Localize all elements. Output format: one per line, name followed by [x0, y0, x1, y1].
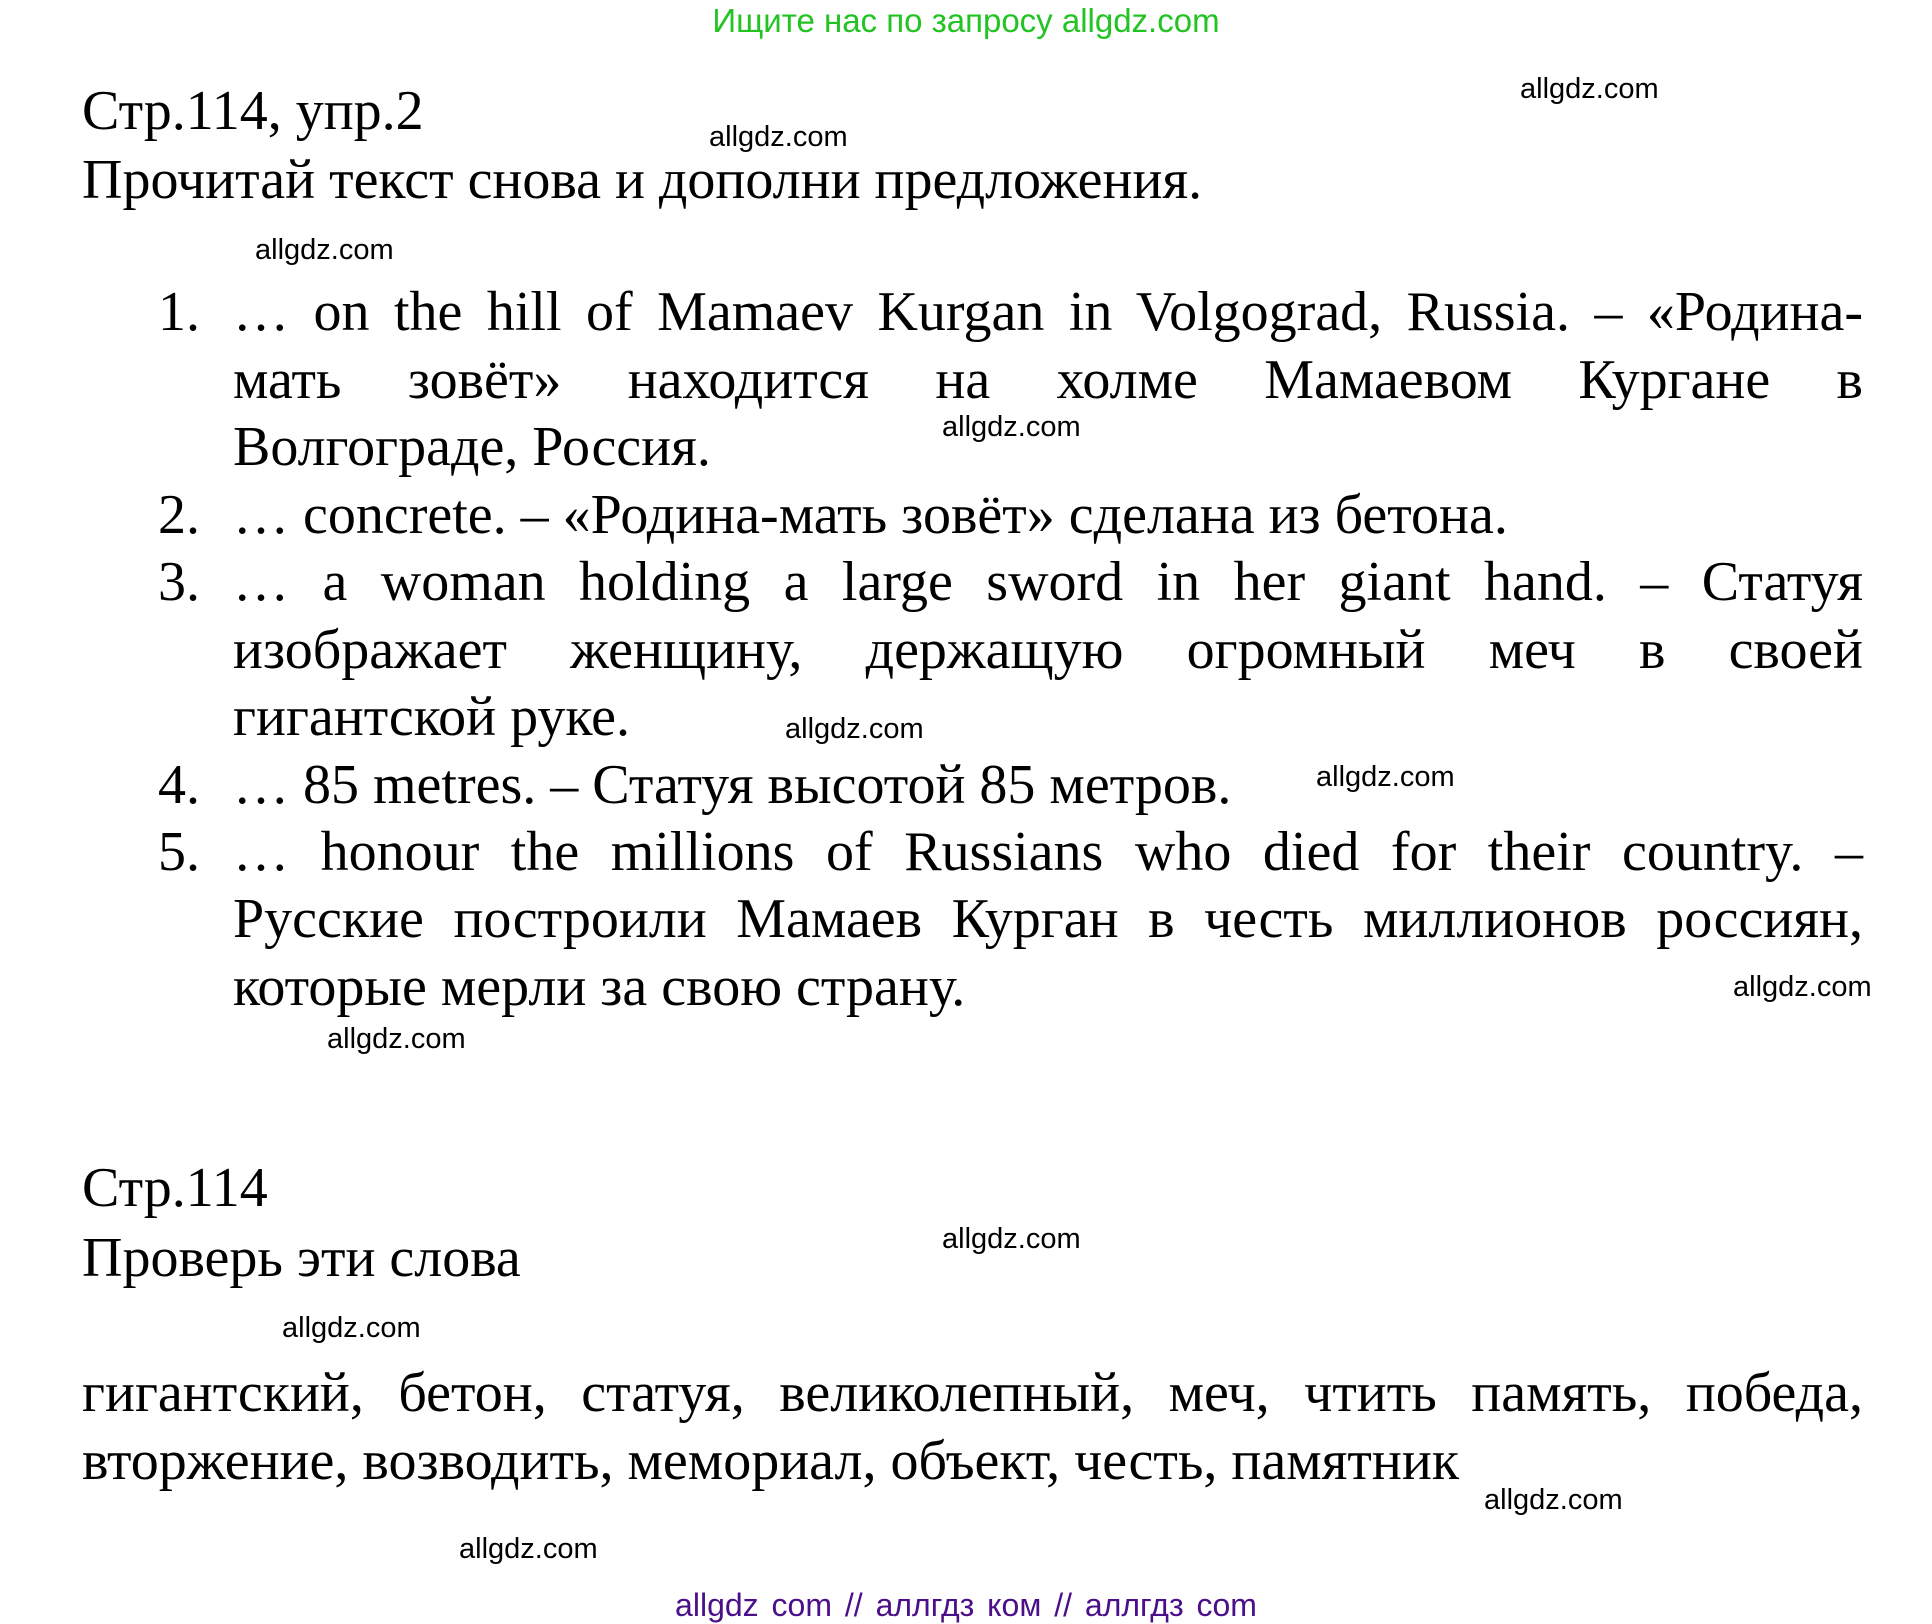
item-number: 2. — [158, 484, 200, 546]
watermark: allgdz.com — [709, 121, 848, 153]
item-number: 4. — [158, 754, 200, 816]
item-line: … concrete. – «Родина-мать зовёт» сделана из бетона. — [233, 484, 1508, 546]
section2-title: Стр.114 — [82, 1157, 268, 1219]
item-line: … a woman holding a large sword in her giant hand. – Статуя — [233, 551, 1863, 613]
watermark: allgdz.com — [785, 713, 924, 745]
word-list-line: вторжение, возводить, мемориал, объект, честь, памятник — [82, 1430, 1460, 1492]
item-line: … 85 metres. – Статуя высотой 85 метров. — [233, 754, 1232, 816]
item-line: мать зовёт» находится на холме Мамаевом Кургане в — [233, 349, 1863, 411]
item-line: … on the hill of Mamaev Kurgan in Volgograd, Russia. – «Родина- — [233, 281, 1863, 343]
watermark: allgdz.com — [942, 411, 1081, 443]
watermark: allgdz.com — [255, 234, 394, 266]
item-number: 3. — [158, 551, 200, 613]
item-line: гигантской руке. — [233, 686, 631, 748]
section1-instruction: Прочитай текст снова и дополни предложения. — [82, 149, 1203, 211]
item-line: которые мерли за свою страну. — [233, 956, 966, 1018]
watermark: allgdz.com — [1316, 761, 1455, 793]
top-banner: Ищите нас по запросу allgdz.com — [712, 2, 1220, 39]
watermark: allgdz.com — [282, 1312, 421, 1344]
item-line: изображает женщину, держащую огромный меч в своей — [233, 619, 1863, 681]
item-line: … honour the millions of Russians who died for their country. – — [233, 821, 1863, 883]
watermark: allgdz.com — [942, 1223, 1081, 1255]
item-number: 1. — [158, 281, 200, 343]
watermark: allgdz.com — [1484, 1484, 1623, 1516]
watermark: allgdz.com — [459, 1533, 598, 1565]
item-line: Русские построили Мамаев Курган в честь миллионов россиян, — [233, 888, 1863, 950]
watermark: allgdz.com — [327, 1023, 466, 1055]
word-list-line: гигантский, бетон, статуя, великолепный, меч, чтить память, победа, — [82, 1362, 1863, 1424]
item-line: Волгограде, Россия. — [233, 416, 711, 478]
section2-subtitle: Проверь эти слова — [82, 1227, 521, 1289]
section1-title: Стр.114, упр.2 — [82, 80, 424, 142]
bottom-banner: allgdz com // аллгдз ком // аллгдз com — [675, 1587, 1257, 1623]
watermark: allgdz.com — [1520, 73, 1659, 105]
item-number: 5. — [158, 821, 200, 883]
watermark: allgdz.com — [1733, 971, 1872, 1003]
